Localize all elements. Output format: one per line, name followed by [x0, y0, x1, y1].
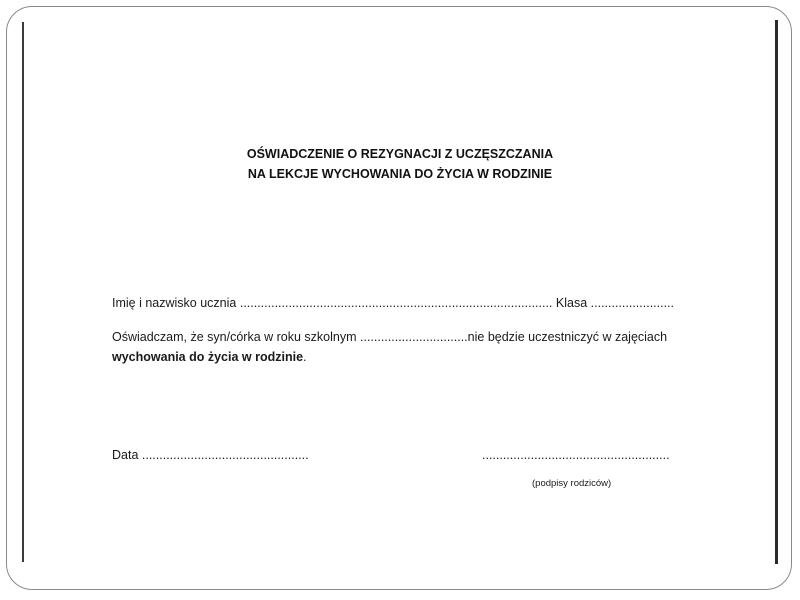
document-title-line-1: OŚWIADCZENIE O REZYGNACJI Z UCZĘSZCZANIA [246, 147, 554, 161]
document-page [22, 22, 778, 562]
declaration-subject: wychowania do życia w rodzinie [112, 350, 304, 364]
signature-caption: (podpisy rodziców) [532, 478, 612, 489]
student-name-label: Imię i nazwisko ucznia [112, 296, 237, 310]
school-year-field: ............................... [360, 330, 468, 344]
page-right-edge [775, 20, 778, 564]
class-field: ........................ [590, 296, 675, 310]
student-name-line [112, 296, 674, 310]
page-left-edge [22, 22, 24, 562]
date-label: Data [112, 448, 139, 462]
declaration-text-mid: nie będzie uczestniczyć w zajęciach [467, 330, 668, 344]
class-label: Klasa [555, 296, 588, 310]
declaration-period: . [303, 350, 307, 364]
date-field: ................................................ [141, 448, 309, 462]
declaration-line-1 [112, 330, 667, 344]
student-name-field: .......................................................................................... [239, 296, 553, 310]
document-title-line-2: NA LEKCJE WYCHOWANIA DO ŻYCIA W RODZINIE [247, 167, 553, 181]
declaration-line-2 [112, 350, 307, 364]
date-line [112, 448, 309, 462]
declaration-text-start: Oświadczam, że syn/córka w roku szkolnym [112, 330, 357, 344]
signature-field: ...................................................... [482, 448, 670, 462]
